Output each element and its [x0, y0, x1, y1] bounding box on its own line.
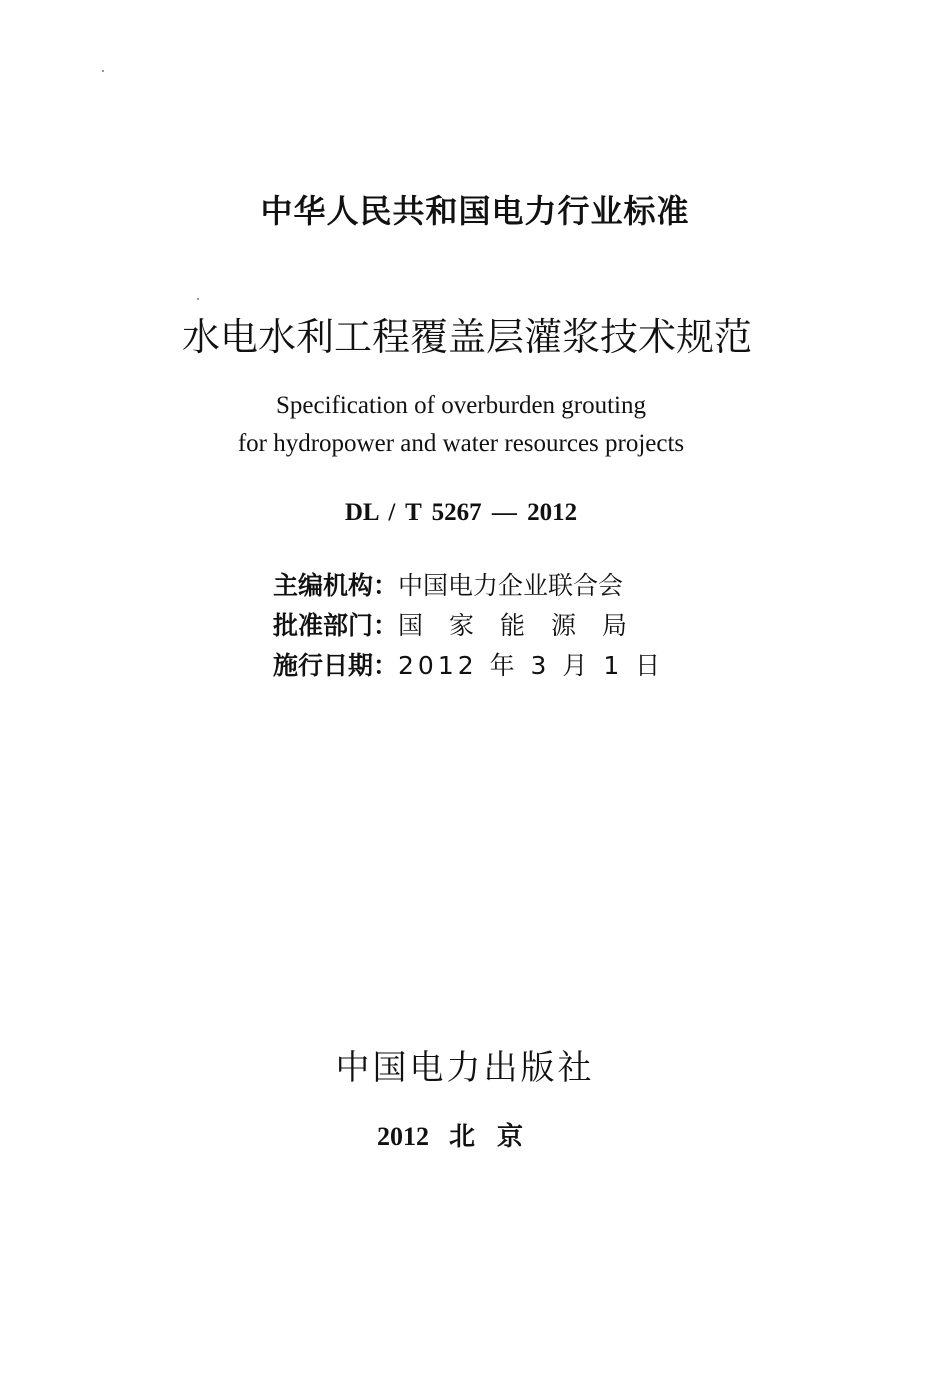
editor-value: 中国电力企业联合会: [398, 571, 624, 600]
approver-value: 国家能源局: [398, 611, 654, 640]
editor-label: 主编机构：: [273, 571, 399, 600]
publication-city: 北京: [448, 1122, 545, 1152]
effective-date-row: [273, 646, 664, 682]
english-title-line-2: for hydropower and water resources projects: [237, 430, 685, 457]
approver-row: [273, 606, 653, 642]
editor-row: [273, 566, 623, 602]
scan-speck: [102, 70, 104, 72]
effective-date-value: 2012 年 3 月 1 日: [398, 651, 665, 680]
english-title-line-1: Specification of overburden grouting: [275, 392, 647, 419]
industry-standard-heading: 中华人民共和国电力行业标准: [260, 192, 690, 230]
effective-date-label: 施行日期：: [273, 651, 399, 680]
standard-code: DL / T 5267 — 2012: [344, 499, 578, 526]
chinese-title: 水电水利工程覆盖层灌浆技术规范: [181, 315, 752, 359]
scan-speck: [197, 298, 199, 300]
publisher-name: 中国电力出版社: [335, 1048, 595, 1088]
publication-year: 2012: [376, 1122, 429, 1151]
approver-label: 批准部门：: [273, 611, 399, 640]
publication-year-city: [0, 1116, 936, 1153]
